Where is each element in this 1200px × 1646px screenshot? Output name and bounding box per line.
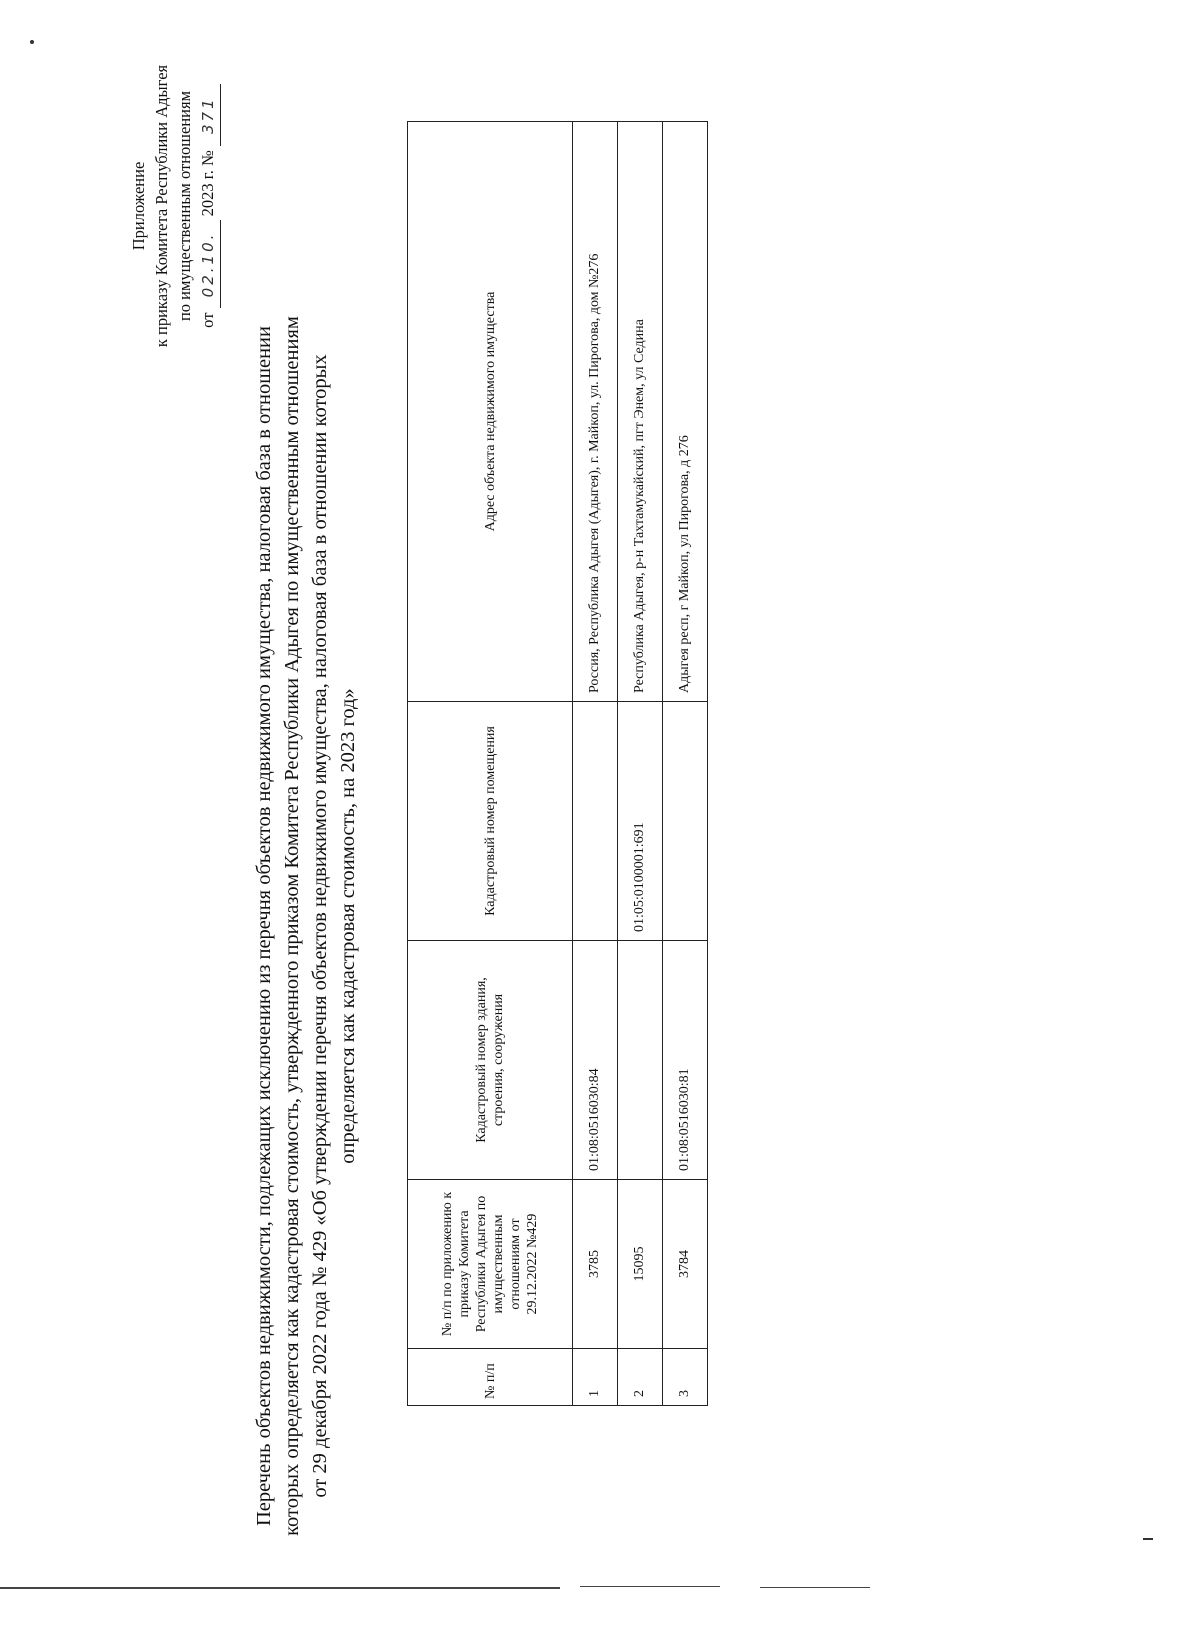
cell-address: Адыгея респ, г Майкоп, ул Пирогова, д 276 [663,122,708,702]
handwritten-date: 02.10. [197,220,221,308]
table-row [663,122,708,1406]
handwritten-number: 371 [197,84,221,146]
table-row [618,122,663,1406]
appendix-committee-line: по имущественным отношениям [175,90,194,322]
cell-index: 3 [663,1349,708,1406]
cell-index: 2 [618,1349,663,1406]
cell-room-cadastral [663,702,708,941]
cell-room-cadastral [573,702,618,941]
col-header-building-cadastral: Кадастровый номер здания, строения, сооружения [408,941,573,1180]
cell-index: 1 [573,1349,618,1406]
col-header-address: Адрес объекта недвижимого имущества [408,122,573,702]
appendix-order-line: к приказу Комитета Республики Адыгея [152,64,171,348]
col-header-source-index: № п/п по приложению к приказу Комитета Республики Адыгея по имущественным отношениям от 29.12.2022 №429 [408,1180,573,1349]
date-prefix: от [198,312,217,328]
cell-source-index: 3784 [663,1180,708,1349]
cell-address: Республика Адыгея, р-н Тахтамукайский, пгт Энем, ул Седина [618,122,663,702]
cell-room-cadastral: 01:05:0100001:691 [618,702,663,941]
property-table [407,121,708,1406]
cell-source-index: 15095 [618,1180,663,1349]
date-year: 2023 г. № [198,150,217,217]
appendix-header [127,0,221,436]
appendix-title: Приложение [129,161,148,251]
cell-address: Россия, Республика Адыгея (Адыгея), г. Майкоп, ул. Пирогова, дом №276 [573,122,618,702]
cell-source-index: 3785 [573,1180,618,1349]
table-header-row [408,122,573,1406]
document-title: Перечень объектов недвижимости, подлежащих исключению из перечня объектов недвижимого имущества, налоговая база в отношении которых определяется как кадастровая стоимость, утвержденного приказом Комитета Республики Адыгея по имущественным отношениям от 29 декабря 2022 года № 429 «Об утверждении перечня объектов недвижимого имущества, налоговая база в отношении которых определяется как кадастровая стоимость, на 2023 год» [253,316,359,1536]
cell-building-cadastral: 01:08:0516030:81 [663,941,708,1180]
table-row [573,122,618,1406]
cell-building-cadastral [618,941,663,1180]
appendix-date-line [196,0,221,436]
col-header-room-cadastral: Кадастровый номер помещения [408,702,573,941]
col-header-index: № п/п [408,1349,573,1406]
cell-building-cadastral: 01:08:0516030:84 [573,941,618,1180]
